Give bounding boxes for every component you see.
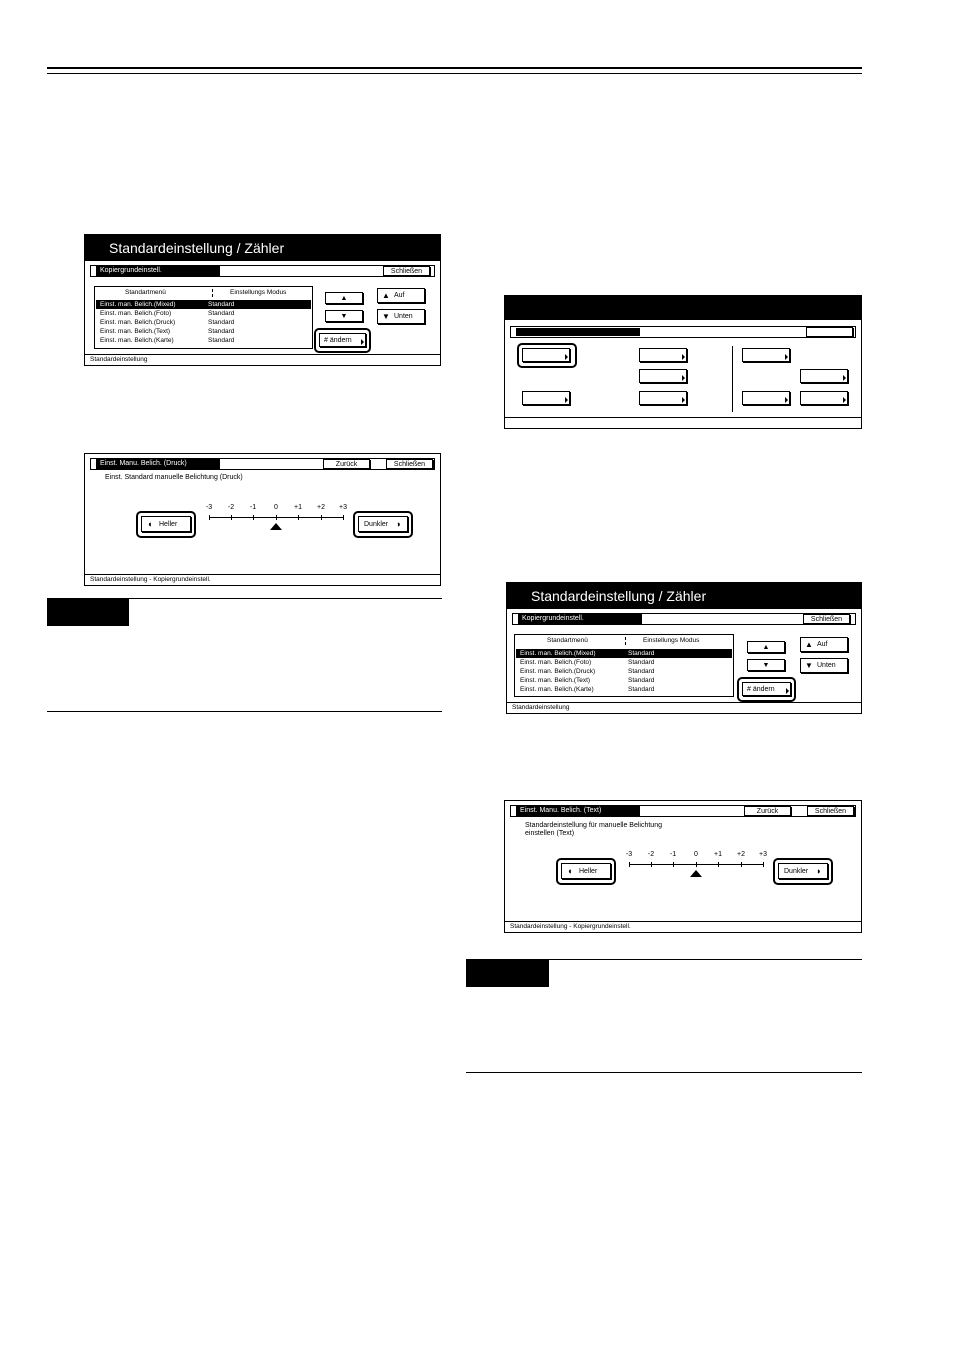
menu-button[interactable]	[800, 369, 848, 383]
arrow-right-icon	[785, 354, 788, 360]
column-divider	[732, 346, 733, 412]
note-label-block	[466, 959, 549, 987]
status-bar: Standardeinstellung - Kopiergrundeinstell.	[505, 921, 861, 932]
list-item[interactable]: Einst. man. Belich.(Mixed) Standard	[96, 300, 311, 309]
down-arrow-icon: ▼	[805, 661, 813, 670]
list-item[interactable]: Einst. man. Belich.(Mixed) Standard	[516, 649, 732, 658]
arrow-right-icon	[843, 375, 846, 381]
change-button[interactable]: # ändern	[742, 682, 791, 696]
menu-button[interactable]	[800, 391, 848, 405]
section-name-field	[516, 328, 640, 336]
column-divider	[212, 289, 213, 297]
menu-button[interactable]	[639, 369, 687, 383]
status-bar: Standardeinstellung - Kopiergrundeinstell.	[85, 574, 440, 585]
page-up-button[interactable]: ▲ Auf	[377, 288, 425, 303]
screen-main-list-2	[506, 582, 862, 714]
screen-title: Einst. Manu. Belich. (Druck)	[96, 459, 220, 469]
header-rule-thin	[47, 73, 862, 74]
page-down-button[interactable]: ▼ Unten	[377, 309, 425, 324]
screen-exposure-text	[504, 800, 862, 933]
status-bar	[505, 417, 861, 428]
arrow-right-icon	[565, 397, 568, 403]
header-rule-thick	[47, 67, 862, 69]
page-down-button[interactable]: ▼ Unten	[800, 658, 848, 673]
exposure-scale: -3 -2 -1 0 +1 +2 +3	[207, 504, 347, 534]
darker-button[interactable]: Dunkler ◗	[358, 516, 408, 532]
note-bottom-rule	[466, 1072, 862, 1073]
up-arrow-icon: ▲	[805, 640, 813, 649]
half-moon-left-icon: ◖	[147, 519, 153, 529]
exposure-scale: -3 -2 -1 0 +1 +2 +3	[627, 851, 767, 881]
arrow-right-icon	[786, 688, 789, 694]
screen-title-bar	[505, 296, 861, 320]
half-moon-left-icon: ◖	[567, 866, 573, 876]
back-button[interactable]: Zurück	[323, 459, 370, 469]
screen-title: Standardeinstellung / Zähler	[109, 240, 285, 256]
arrow-right-icon	[785, 397, 788, 403]
arrow-right-icon	[682, 397, 685, 403]
list-item[interactable]: Einst. man. Belich.(Foto) Standard	[520, 659, 655, 666]
down-arrow-icon: ▼	[382, 312, 390, 321]
note-bottom-rule	[47, 711, 442, 712]
menu-button[interactable]	[742, 391, 790, 405]
column-header-menu: Standartmenü	[547, 637, 588, 644]
screen-title-bar	[507, 583, 861, 609]
settings-list	[514, 634, 734, 697]
list-item[interactable]: Einst. man. Belich.(Text) Standard	[100, 328, 235, 335]
scroll-down-button[interactable]: ▼	[325, 310, 363, 322]
list-item[interactable]: Einst. man. Belich.(Text) Standard	[520, 677, 655, 684]
column-header-mode: Einstellungs Modus	[230, 289, 287, 296]
scroll-up-button[interactable]: ▲	[747, 641, 785, 653]
section-name: Kopiergrundeinstell.	[96, 266, 220, 276]
column-header-menu: Standartmenü	[125, 289, 166, 296]
list-item[interactable]: Einst. man. Belich.(Foto) Standard	[100, 310, 235, 317]
level-indicator-icon	[270, 523, 282, 530]
column-header-mode: Einstellungs Modus	[643, 637, 700, 644]
section-name: Kopiergrundeinstell.	[518, 614, 642, 624]
close-button[interactable]: Schließen	[383, 266, 430, 276]
back-button[interactable]: Zurück	[744, 806, 791, 816]
screen-title-bar	[85, 235, 440, 261]
darker-button[interactable]: Dunkler ◗	[778, 863, 828, 879]
close-button[interactable]	[806, 327, 853, 337]
arrow-right-icon	[843, 397, 846, 403]
screen-main-list-1	[84, 234, 441, 366]
column-divider	[625, 637, 626, 645]
close-button[interactable]: Schließen	[386, 459, 433, 469]
list-item[interactable]: Einst. man. Belich.(Druck) Standard	[520, 668, 655, 675]
screen-menu-overview	[504, 295, 862, 429]
menu-button[interactable]	[639, 391, 687, 405]
arrow-right-icon	[565, 354, 568, 360]
description: Einst. Standard manuelle Belichtung (Druck)	[105, 474, 243, 481]
list-item[interactable]: Einst. man. Belich.(Karte) Standard	[100, 337, 235, 344]
list-item[interactable]: Einst. man. Belich.(Karte) Standard	[520, 686, 655, 693]
level-indicator-icon	[690, 870, 702, 877]
note-label-block	[47, 598, 129, 626]
menu-button[interactable]	[742, 348, 790, 362]
close-button[interactable]: Schließen	[803, 614, 850, 624]
half-moon-right-icon: ◗	[816, 866, 822, 876]
lighter-button[interactable]: ◖ Heller	[141, 516, 191, 532]
status-bar: Standardeinstellung	[507, 702, 861, 713]
lighter-button[interactable]: ◖ Heller	[561, 863, 611, 879]
description-line-2: einstellen (Text)	[525, 830, 575, 837]
arrow-right-icon	[361, 339, 364, 345]
page-up-button[interactable]: ▲ Auf	[800, 637, 848, 652]
scroll-up-button[interactable]: ▲	[325, 292, 363, 304]
arrow-right-icon	[682, 375, 685, 381]
list-item[interactable]: Einst. man. Belich.(Druck) Standard	[100, 319, 235, 326]
menu-button[interactable]	[522, 348, 570, 362]
screen-title: Einst. Manu. Belich. (Text)	[516, 806, 640, 816]
menu-button[interactable]	[522, 391, 570, 405]
half-moon-right-icon: ◗	[396, 519, 402, 529]
change-button[interactable]: # ändern	[319, 333, 366, 347]
up-arrow-icon: ▲	[382, 291, 390, 300]
close-button[interactable]: Schließen	[807, 806, 854, 816]
menu-button[interactable]	[639, 348, 687, 362]
description-line-1: Standardeinstellung für manuelle Belichtung	[525, 822, 662, 829]
screen-exposure-druck	[84, 453, 441, 586]
arrow-right-icon	[682, 354, 685, 360]
settings-list	[94, 286, 313, 349]
status-bar: Standardeinstellung	[85, 354, 440, 365]
scroll-down-button[interactable]: ▼	[747, 659, 785, 671]
screen-title: Standardeinstellung / Zähler	[531, 588, 707, 604]
